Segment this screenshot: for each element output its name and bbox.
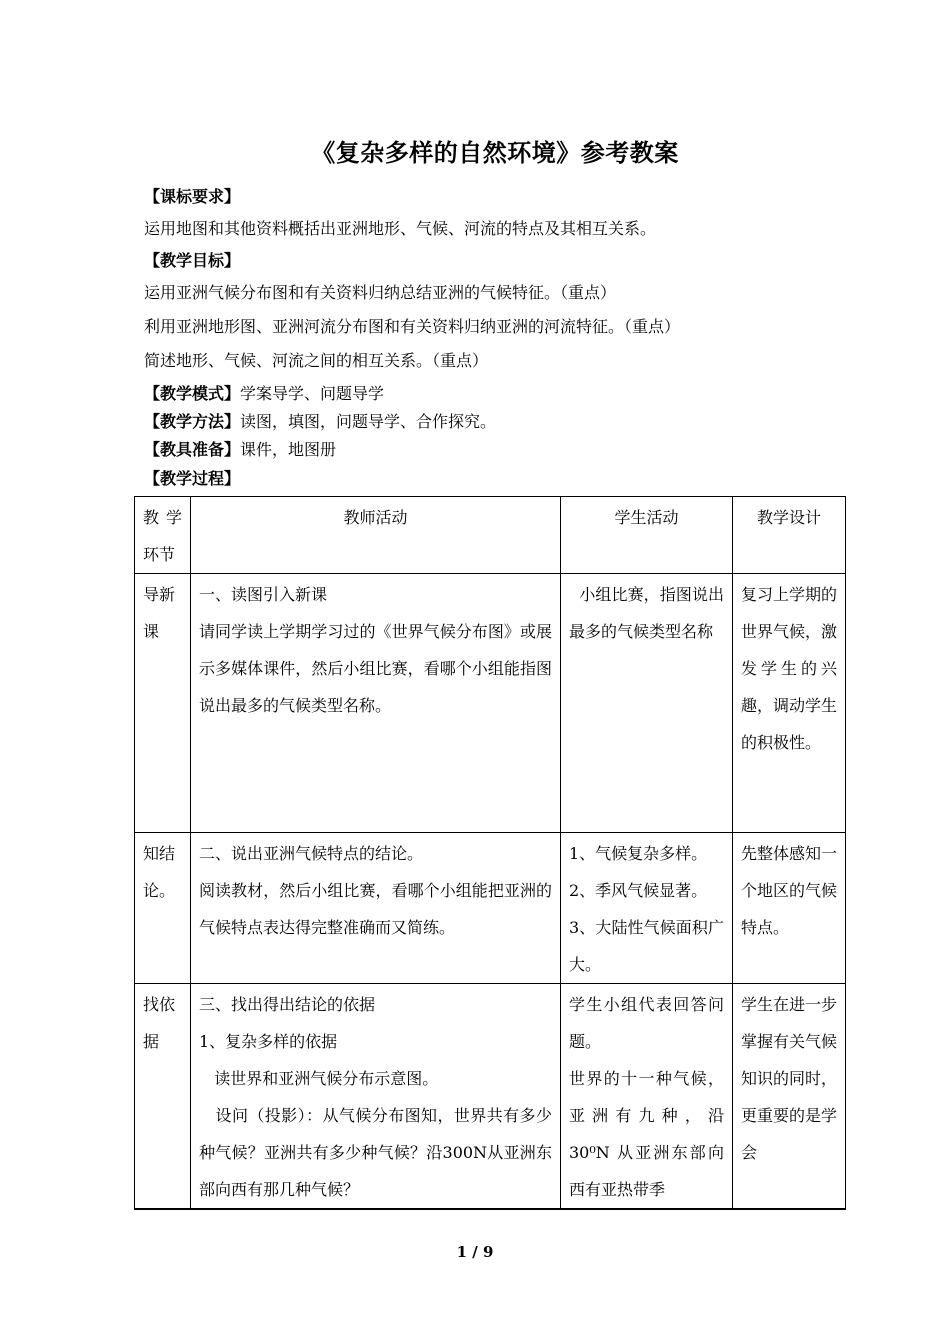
stage-cell: 知结论。 xyxy=(135,833,191,984)
page-title: 《复杂多样的自然环境》参考教案 xyxy=(311,139,679,167)
teacher-cell: 一、读图引入新课 请同学读上学期学习过的《世界气候分布图》或展示多媒体课件，然后小组比赛，看哪个小组能指图说出最多的气候类型名称。 xyxy=(191,574,561,833)
page-current: 1 xyxy=(456,1243,468,1261)
teacher-cell: 三、找出得出结论的依据 1、复杂多样的依据 读世界和亚洲气候分布示意图。 设问（投影）：从气候分布图知，世界共有多少种气候？亚洲共有多少种气候？沿300N从亚洲东部向西有那几种气候？ xyxy=(191,984,561,1210)
student-cell: 1、气候复杂多样。 2、季风气候显著。 3、大陆性气候面积广大。 xyxy=(561,833,733,984)
design-cell: 先整体感知一个地区的气候特点。 xyxy=(733,833,846,984)
process-label: 【教学过程】 xyxy=(144,469,241,488)
student-cell: 小组比赛，指图说出最多的气候类型名称 xyxy=(561,574,733,833)
method-line xyxy=(144,409,496,432)
method-text: 读图，填图，问题导学、合作探究。 xyxy=(240,412,497,431)
table-row xyxy=(135,574,846,833)
goal-item: 运用亚洲气候分布图和有关资料归纳总结亚洲的气候特征。（重点） xyxy=(144,283,617,302)
table-row xyxy=(135,984,846,1210)
tools-text: 课件，地图册 xyxy=(240,440,337,459)
header-design: 教学设计 xyxy=(733,497,846,574)
mode-label: 【教学模式】 xyxy=(144,384,241,403)
tools-label: 【教具准备】 xyxy=(144,440,241,459)
design-cell: 学生在进一步掌握有关气候知识的同时，更重要的是学会 xyxy=(733,984,846,1210)
teacher-cell: 二、说出亚洲气候特点的结论。 阅读教材，然后小组比赛，看哪个小组能把亚洲的气候特点表达得完整准确而又简练。 xyxy=(191,833,561,984)
mode-text: 学案导学、问题导学 xyxy=(240,384,385,403)
goal-item: 利用亚洲地形图、亚洲河流分布图和有关资料归纳亚洲的河流特征。（重点） xyxy=(144,317,681,336)
page-total: 9 xyxy=(482,1243,494,1261)
header-stage: 教学环节 xyxy=(135,497,191,574)
design-cell: 复习上学期的世界气候，激发学生的兴趣，调动学生的积极性。 xyxy=(733,574,846,833)
header-student: 学生活动 xyxy=(561,497,733,574)
stage-cell: 导新课 xyxy=(135,574,191,833)
standard-label: 【课标要求】 xyxy=(144,187,241,206)
goal-item: 简述地形、气候、河流之间的相互关系。（重点） xyxy=(144,351,489,370)
student-cell: 学生小组代表回答问题。 世界的十一种气候，亚洲有九种，沿 30⁰N 从亚洲东部向西有亚热带季 xyxy=(561,984,733,1210)
tools-line xyxy=(144,437,336,460)
standard-text: 运用地图和其他资料概括出亚洲地形、气候、河流的特点及其相互关系。 xyxy=(144,219,657,238)
goals-label: 【教学目标】 xyxy=(144,251,241,270)
table-row xyxy=(135,833,846,984)
header-teacher: 教师活动 xyxy=(191,497,561,574)
stage-cell: 找依据 xyxy=(135,984,191,1210)
page-number: 1 / 9 xyxy=(456,1243,494,1261)
mode-line xyxy=(144,381,384,404)
process-table xyxy=(134,496,846,1210)
method-label: 【教学方法】 xyxy=(144,412,241,431)
table-header-row xyxy=(135,497,846,574)
